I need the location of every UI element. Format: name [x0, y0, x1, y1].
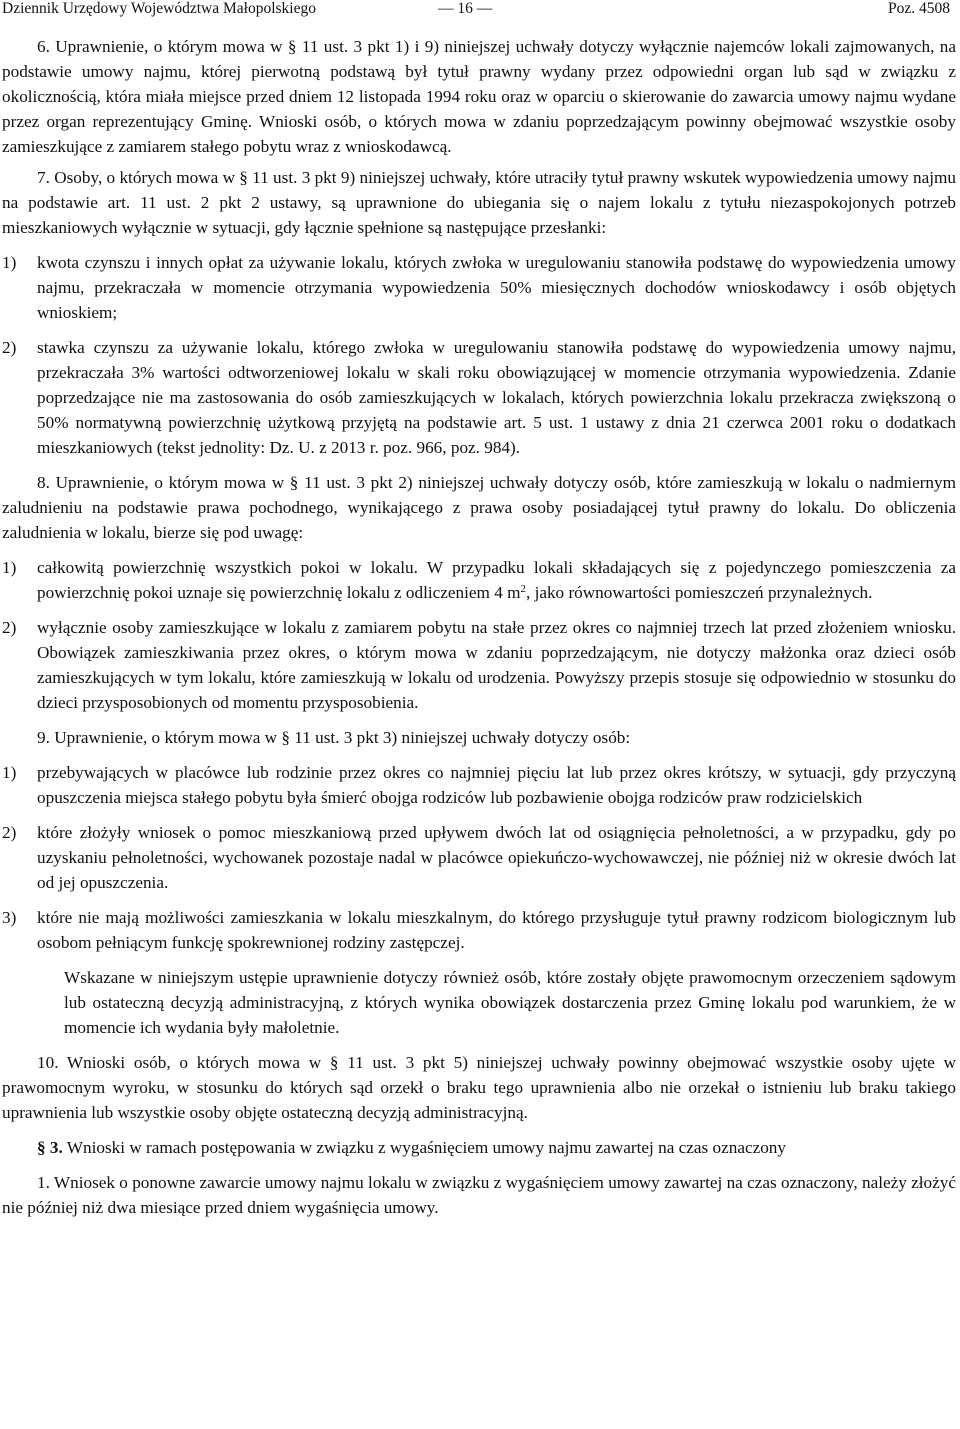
- item-text: przebywających w placówce lub rodzinie przez okres co najmniej pięciu lat lub przez okres krótszy, w sytuacji, gdy przyczyną opuszczenia miejsca stałego pobytu była śmierć obojga rodziców lub pozbawienie obojga rodziców praw rodzicielskich: [37, 763, 956, 807]
- paragraph-9-item-1: [2, 760, 956, 810]
- paragraph-9-note: Wskazane w niniejszym ustępie uprawnienie dotyczy również osób, które zostały objęte prawomocnym orzeczeniem sądowym lub ostateczną decyzją administracyjną, z których wynika obowiązek dostarczenia przez Gminę lokalu pod warunkiem, że w momencie ich wydania były małoletnie.: [64, 968, 956, 1037]
- superscript: 2: [520, 583, 526, 595]
- journal-title: Dziennik Urzędowy Województwa Małopolskiego: [2, 0, 316, 17]
- item-text-continued: , jako równowartości pomieszczeń przynależnych.: [525, 583, 873, 602]
- item-text: kwota czynszu i innych opłat za używanie lokalu, których zwłoka w uregulowaniu stanowiła podstawę do wypowiedzenia umowy najmu, przekraczała w momencie otrzymania wypowiedzenia 50% miesięcznych dochodów wnioskodawcy i osób objętych wnioskiem;: [37, 253, 956, 322]
- item-number: 1): [2, 558, 17, 577]
- paragraph-7-item-1: [2, 250, 956, 325]
- item-number: 2): [2, 618, 17, 637]
- item-text: całkowitą powierzchnię wszystkich pokoi w lokalu. W przypadku lokali składających się z pojedynczego pomieszczenia za powierzchnię pokoi uznaje się powierzchnię lokalu z odliczeniem 4 m: [37, 558, 956, 602]
- page-number: — 16 —: [438, 0, 493, 17]
- paragraph-8: 8. Uprawnienie, o którym mowa w § 11 ust. 3 pkt 2) niniejszej uchwały dotyczy osób, które zamieszkują w lokalu o nadmiernym zaludnieniu na podstawie prawa pochodnego, wynikającego z prawa osoby posiadającej tytuł prawny do lokalu. Do obliczenia zaludnienia w lokalu, bierze się pod uwagę:: [2, 473, 956, 542]
- paragraph-10: 10. Wnioski osób, o których mowa w § 11 ust. 3 pkt 5) niniejszej uchwały powinny obejmować wszystkie osoby ujęte w prawomocnym wyroku, w stosunku do których sąd orzekł o braku tego uprawnienia albo nie orzekał o istnieniu lub braku takiego uprawnienia lub wszystkie osoby objęte ostateczną decyzją administracyjną.: [2, 1053, 956, 1122]
- paragraph-8-item-2: [2, 615, 956, 715]
- position-number: Poz. 4508: [888, 0, 950, 17]
- paragraph-9-item-3: [2, 905, 956, 955]
- item-text: stawka czynszu za używanie lokalu, którego zwłoka w uregulowaniu stanowiła podstawę do wypowiedzenia umowy najmu, przekraczała 3% wartości odtworzeniowej lokalu w skali roku obowiązującej w momencie otrzymania wypowiedzenia. Zdanie poprzedzające nie ma zastosowania do osób zamieszkujących w lokalach, których powierzchnia lokalu przekracza zwiększoną o 50% normatywną powierzchnię użytkową przyjętą na podstawie art. 5 ust. 1 ustawy z dnia 21 czerwca 2001 roku o dodatkach mieszkaniowych (tekst jednolity: Dz. U. z 2013 r. poz. 966, poz. 984).: [37, 338, 956, 457]
- item-number: 3): [2, 908, 17, 927]
- item-number: 2): [2, 823, 17, 842]
- item-text: które złożyły wniosek o pomoc mieszkaniową przed upływem dwóch lat od osiągnięcia pełnoletności, a w przypadku, gdy po uzyskaniu pełnoletności, wychowanek pozostaje nadal w placówce opiekuńczo-wychowawczej, nie później niż w okresie dwóch lat od jej opuszczenia.: [37, 823, 956, 892]
- page-header: [0, 0, 960, 20]
- paragraph-9: 9. Uprawnienie, o którym mowa w § 11 ust. 3 pkt 3) niniejszej uchwały dotyczy osób:: [37, 728, 631, 747]
- paragraph-6: 6. Uprawnienie, o którym mowa w § 11 ust. 3 pkt 1) i 9) niniejszej uchwały dotyczy wyłącznie najemców lokali zajmowanych, na podstawie umowy najmu, której pierwotną podstawą był tytuł prawny wydany przez odpowiedni organ lub sąd w związku z okolicznością, która miała miejsce przed dniem 12 listopada 1994 roku oraz w oparciu o skierowanie do zawarcia umowy najmu wydane przez organ reprezentujący Gminę. Wnioski osób, o których mowa w zdaniu poprzedzającym powinny obejmować wszystkie osoby zamieszkujące z zamiarem stałego pobytu wraz z wnioskodawcą.: [2, 37, 956, 156]
- section-3-paragraph-1: 1. Wniosek o ponowne zawarcie umowy najmu lokalu w związku z wygaśnięciem umowy zawartej na czas oznaczony, należy złożyć nie później niż dwa miesiące przed dniem wygaśnięcia umowy.: [2, 1173, 956, 1217]
- item-number: 2): [2, 338, 17, 357]
- document-body: [2, 34, 956, 1226]
- section-heading: § 3.: [37, 1138, 63, 1157]
- section-3: [2, 1135, 956, 1160]
- paragraph-7: 7. Osoby, o których mowa w § 11 ust. 3 pkt 9) niniejszej uchwały, które utraciły tytuł prawny wskutek wypowiedzenia umowy najmu na podstawie art. 11 ust. 2 pkt 2 ustawy, są uprawnione do ubiegania się o najem lokalu z tytułu niezaspokojonych potrzeb mieszkaniowych wyłącznie w sytuacji, gdy łącznie spełnione są następujące przesłanki:: [2, 168, 956, 237]
- item-text: które nie mają możliwości zamieszkania w lokalu mieszkalnym, do którego przysługuje tytuł prawny rodzicom biologicznym lub osobom pełniącym funkcję spokrewnionej rodziny zastępczej.: [37, 908, 956, 952]
- section-title: Wnioski w ramach postępowania w związku z wygaśnięciem umowy najmu zawartej na czas oznaczony: [66, 1138, 786, 1157]
- paragraph-9-item-2: [2, 820, 956, 895]
- paragraph-7-item-2: [2, 335, 956, 460]
- item-number: 1): [2, 763, 17, 782]
- paragraph-8-item-1: [2, 555, 956, 605]
- item-number: 1): [2, 253, 17, 272]
- item-text: wyłącznie osoby zamieszkujące w lokalu z zamiarem pobytu na stałe przez okres co najmniej trzech lat przed złożeniem wniosku. Obowiązek zamieszkiwania przez okres, o którym mowa w zdaniu poprzedzającym, nie dotyczy małżonka oraz dzieci osób zamieszkujących w tym lokalu, które zamieszkują w lokalu od urodzenia. Powyższy przepis stosuje się odpowiednio w stosunku do dzieci przysposobionych od momentu przysposobienia.: [37, 618, 956, 712]
